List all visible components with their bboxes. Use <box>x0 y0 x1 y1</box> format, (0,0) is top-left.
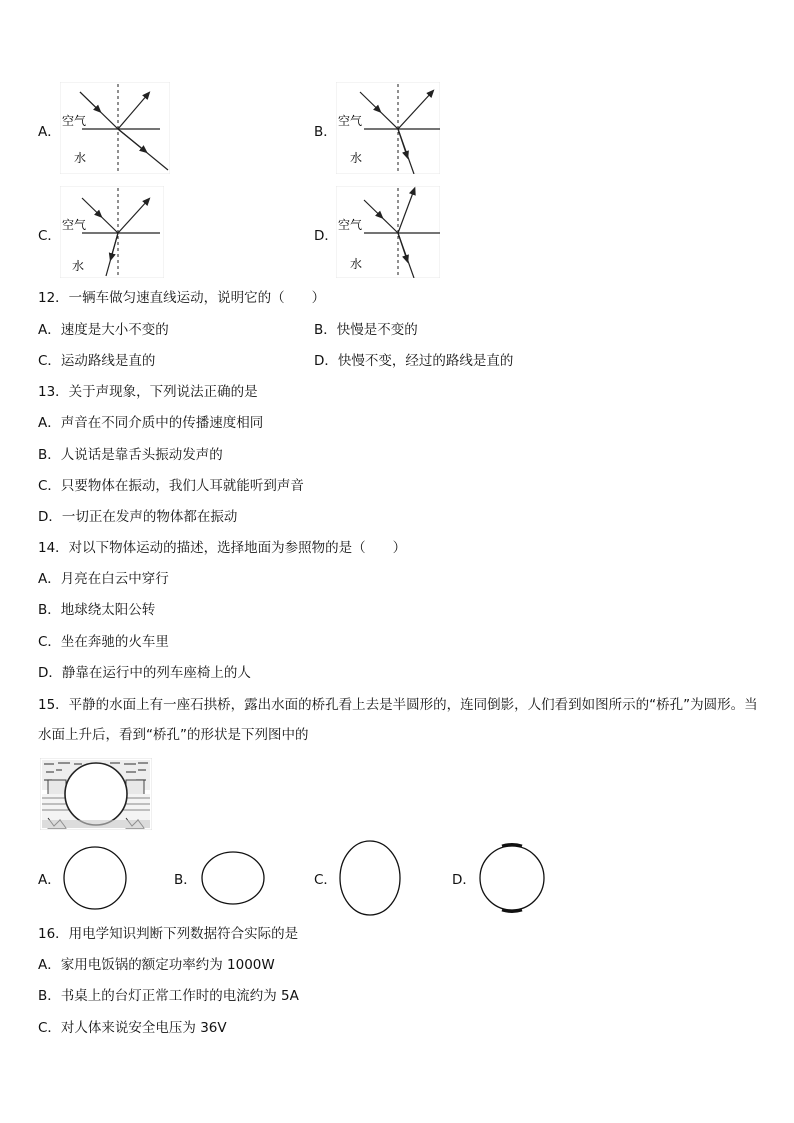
q12-option-b[interactable]: B．快慢是不变的 <box>314 322 418 338</box>
q11-diagram-d <box>336 186 440 278</box>
q16-option-b[interactable]: B．书桌上的台灯正常工作时的电流约为 5A <box>38 988 299 1004</box>
q11-option-a-label[interactable]: A． <box>38 124 61 140</box>
q16-option-c[interactable]: C．对人体来说安全电压为 36V <box>38 1020 227 1036</box>
q15-option-a-circle[interactable] <box>60 844 130 912</box>
q13-option-c[interactable]: C．只要物体在振动，我们人耳就能听到声音 <box>38 478 304 494</box>
q14-option-d[interactable]: D．静靠在运行中的列车座椅上的人 <box>38 665 251 681</box>
water-label: 水 <box>74 151 87 165</box>
svg-text:水: 水 <box>350 151 363 165</box>
q12-stem: 12．一辆车做匀速直线运动，说明它的（ ） <box>38 290 326 306</box>
q14-option-c[interactable]: C．坐在奔驰的火车里 <box>38 634 169 650</box>
bridge-arch-image <box>40 758 152 830</box>
q15-option-b-label[interactable]: B． <box>174 872 197 888</box>
q12-option-a[interactable]: A．速度是大小不变的 <box>38 322 169 338</box>
air-label: 空气 <box>62 114 87 128</box>
q13-option-d[interactable]: D．一切正在发声的物体都在振动 <box>38 509 238 525</box>
q14-option-b[interactable]: B．地球绕太阳公转 <box>38 602 156 618</box>
svg-text:空气: 空气 <box>338 114 363 128</box>
q15-stem: 15．平静的水面上有一座石拱桥，露出水面的桥孔看上去是半圆形的，连同倒影，人们看到如图所示的“桥孔”为圆形。当水面上升后，看到“桥孔”的形状是下列图中的 <box>38 697 758 743</box>
q11-diagram-b <box>336 82 440 174</box>
q13-option-a[interactable]: A．声音在不同介质中的传播速度相同 <box>38 415 264 431</box>
q14-option-a[interactable]: A．月亮在白云中穿行 <box>38 571 169 587</box>
q15-option-a-label[interactable]: A． <box>38 872 61 888</box>
q15-option-d-label[interactable]: D． <box>452 872 476 888</box>
q13-option-b[interactable]: B．人说话是靠舌头振动发声的 <box>38 447 223 463</box>
q11-diagram-c <box>60 186 164 278</box>
q15-option-b-ellipse[interactable] <box>198 848 268 908</box>
q13-stem: 13．关于声现象，下列说法正确的是 <box>38 384 258 400</box>
svg-text:空气: 空气 <box>338 218 363 232</box>
q16-option-a[interactable]: A．家用电饭锅的额定功率约为 1000W <box>38 957 275 973</box>
q11-option-c-label[interactable]: C． <box>38 228 61 244</box>
q14-stem: 14．对以下物体运动的描述，选择地面为参照物的是（ ） <box>38 540 407 556</box>
q16-stem: 16．用电学知识判断下列数据符合实际的是 <box>38 926 299 942</box>
q12-option-d[interactable]: D．快慢不变，经过的路线是直的 <box>314 353 514 369</box>
q11-option-d-label[interactable]: D． <box>314 228 338 244</box>
q11-diagram-a <box>60 82 170 174</box>
svg-text:水: 水 <box>72 259 85 273</box>
svg-text:空气: 空气 <box>62 218 87 232</box>
q12-option-c[interactable]: C．运动路线是直的 <box>38 353 156 369</box>
q15-option-c-label[interactable]: C． <box>314 872 337 888</box>
q11-option-b-label[interactable]: B． <box>314 124 337 140</box>
q15-option-c-ellipse[interactable] <box>336 838 404 918</box>
svg-text:水: 水 <box>350 257 363 271</box>
q15-option-d-shape[interactable] <box>476 842 548 914</box>
